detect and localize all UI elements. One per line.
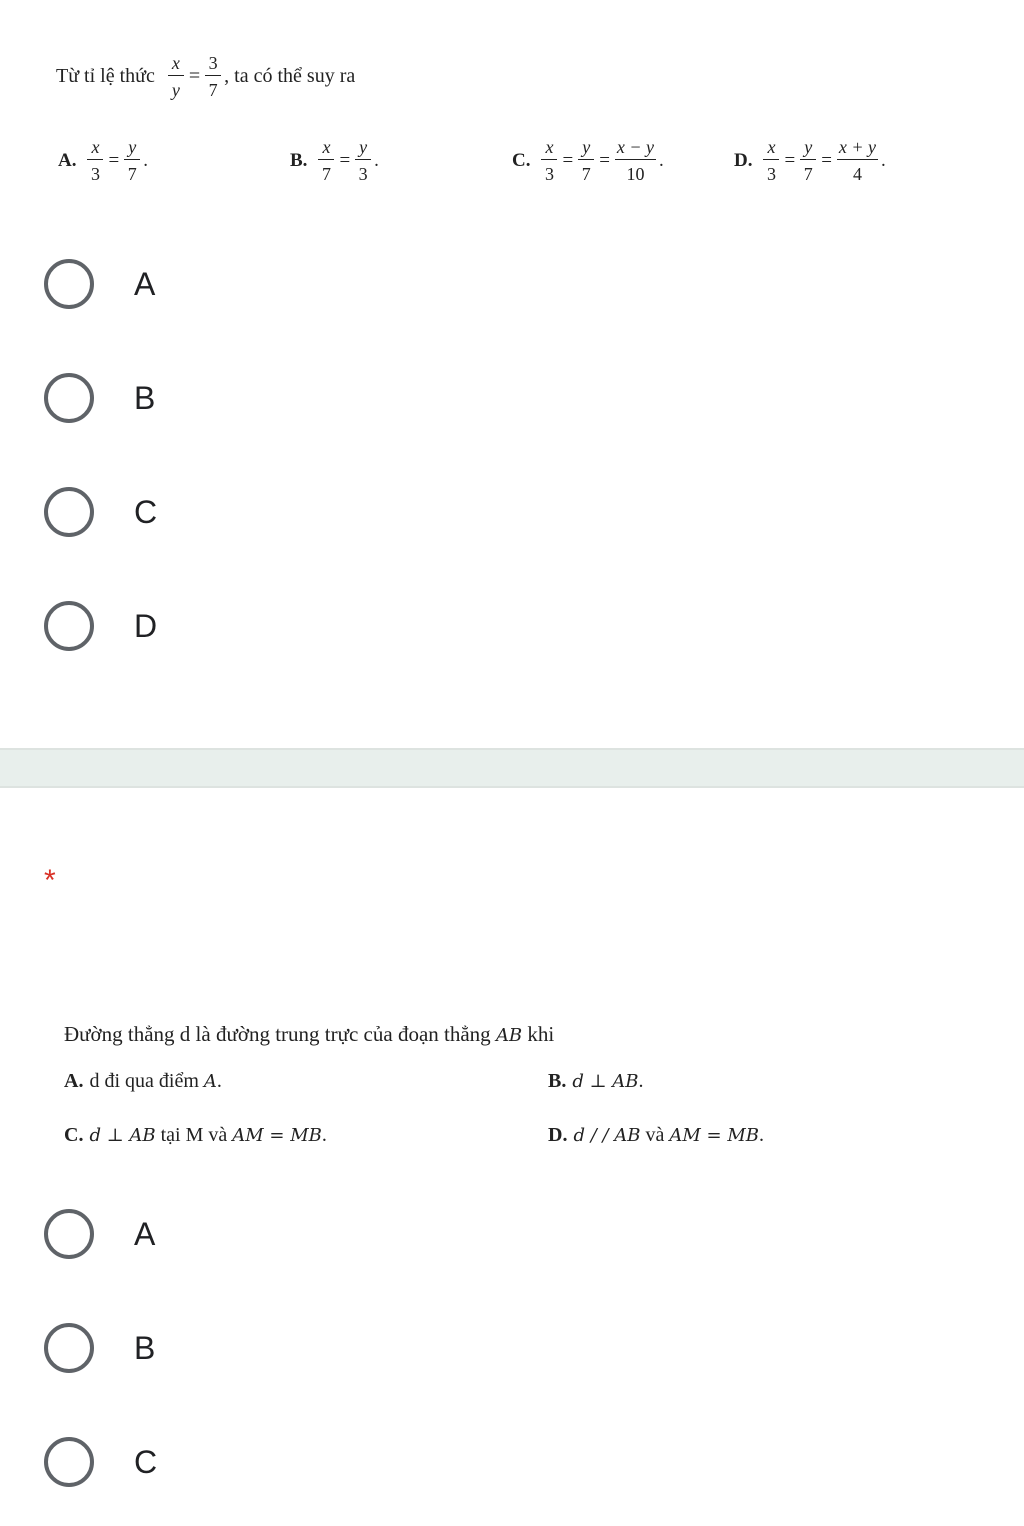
required-asterisk: * (44, 864, 56, 897)
choice-label: C (134, 493, 158, 530)
radio-button[interactable] (44, 259, 94, 309)
radio-button[interactable] (44, 601, 94, 651)
card-separator (0, 748, 1024, 788)
choice-label: D (134, 607, 158, 644)
q1-choice-d[interactable] (44, 596, 444, 656)
question-1-intro: Từ tỉ lệ thức (56, 65, 155, 87)
radio-button[interactable] (44, 487, 94, 537)
radio-button[interactable] (44, 1323, 94, 1373)
fraction-3-over-7: $\frac{3}{7}$ (205, 54, 221, 99)
choice-label: C (134, 1443, 158, 1480)
choice-label: B (134, 1329, 156, 1366)
choice-label: A (134, 265, 156, 302)
q2-choice-b[interactable] (44, 1318, 444, 1378)
option-a: A. $\frac{x}{3}$ = $\frac{y}{7}$ . (58, 137, 148, 184)
option-c: C. $\frac{x}{3}$ = $\frac{y}{7}$ = $\frac{x - y}{10}$ . (512, 137, 664, 184)
question-1-options (0, 138, 1024, 198)
q1-choice-b[interactable] (44, 368, 444, 428)
choice-label: B (134, 379, 156, 416)
q2-option-d: D. d / / AB và AM = MB. (548, 1124, 765, 1146)
q1-choice-a[interactable] (44, 254, 444, 314)
q2-option-a: A. d đi qua điểm A. (64, 1070, 222, 1092)
option-d: D. $\frac{x}{3}$ = $\frac{y}{7}$ = $\frac{x + y}{4}$ . (734, 137, 886, 184)
radio-button[interactable] (44, 373, 94, 423)
option-b: B. $\frac{x}{7}$ = $\frac{y}{3}$ . (290, 137, 379, 184)
q2-choice-c[interactable] (44, 1432, 444, 1492)
question-card-1 (0, 0, 1024, 748)
q2-option-b: B. d ⊥ AB. (548, 1070, 644, 1092)
radio-button[interactable] (44, 1209, 94, 1259)
choice-label: A (134, 1215, 156, 1252)
question-1-text: Từ tỉ lệ thức $\frac{x}{y}$ = $\frac{3}{7}$ , ta có thể suy ra (56, 53, 356, 100)
q2-choice-a[interactable] (44, 1204, 444, 1264)
radio-button[interactable] (44, 1437, 94, 1487)
q2-option-c: C. d ⊥ AB tại M và AM = MB. (64, 1124, 327, 1146)
fraction-x-over-y: $\frac{x}{y}$ (168, 54, 184, 99)
question-2-text: Đường thẳng d là đường trung trực của đoạn thẳng AB khi (64, 1022, 555, 1046)
q1-choice-c[interactable] (44, 482, 444, 542)
question-1-suffix: , ta có thể suy ra (224, 65, 356, 87)
